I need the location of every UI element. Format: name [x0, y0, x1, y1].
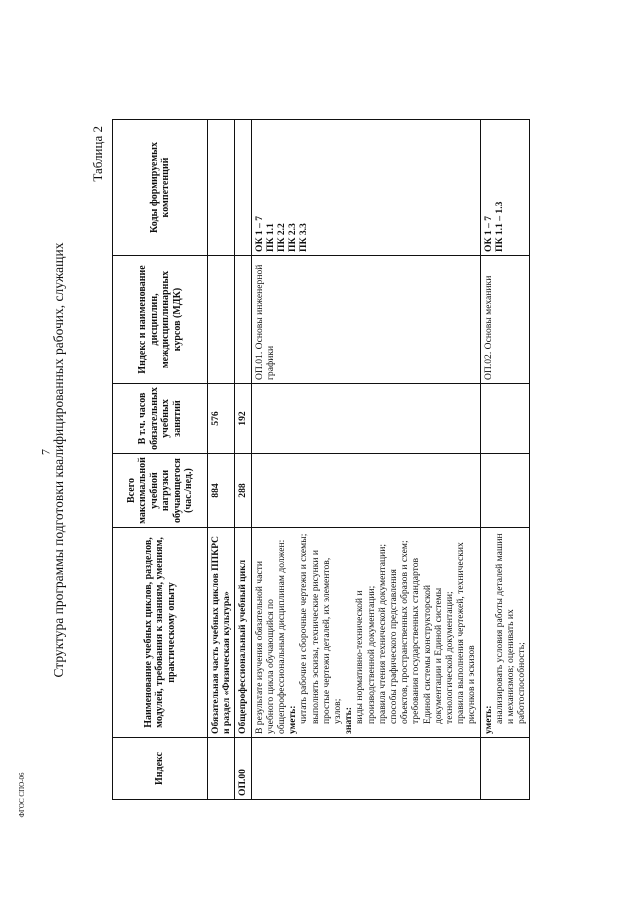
table-row — [480, 120, 530, 800]
table-row — [251, 120, 480, 800]
competency-code: ОК 1 – 7 — [253, 215, 265, 252]
op01-knowledge: правила выполнения чертежей, технических рисунков и эскизов — [455, 542, 478, 724]
competency-code: ПК 2.3 — [287, 223, 299, 252]
mandatory-part-name: Обязательная часть учебных циклов ППКРС и раздел «Физическая культура» — [208, 528, 235, 738]
competency-code: ПК 1.1 — [264, 223, 276, 252]
cell-hours — [480, 384, 530, 454]
op00-name: Общепрофессиональный учебный цикл — [235, 528, 251, 738]
op02-discipline: ОП.02. Основы механики — [480, 256, 530, 384]
op01-knowledge: требования государственных стандартов Единой системы конструкторской документации и Единой системы технологической документации; — [410, 557, 456, 724]
op01-intro: В результате изучения обязательной части учебного цикла обучающийся по общепрофессиональным дисциплинам должен: — [253, 539, 288, 734]
op01-knowledge: способы графического представления объектов, пространственных образов и схем; — [388, 540, 411, 724]
op02-skills-label: уметь: — [482, 705, 494, 734]
op02-skill: анализировать условия работы деталей машин и механизмов; оценивать их работоспособность; — [493, 533, 528, 724]
cell-discipline — [235, 256, 251, 384]
op00-hours: 192 — [235, 384, 251, 454]
header-mandatory: В т.ч. часов обязательных учебных занятий — [113, 384, 208, 454]
mandatory-part-total: 884 — [208, 454, 235, 528]
cell-competencies — [235, 120, 251, 256]
cell-hours — [251, 384, 480, 454]
competency-code: ПК 1.1 – 1.3 — [493, 201, 505, 252]
competency-code: ПК 3.3 — [298, 223, 310, 252]
op01-knowledge: виды нормативно-технической и производственной документации; — [354, 585, 377, 724]
footer-code: ФГОС СПО-06 — [18, 772, 26, 818]
cell-competencies — [208, 120, 235, 256]
op01-knowledge-label: знать: — [343, 707, 355, 734]
mandatory-part-hours: 576 — [208, 384, 235, 454]
page-title: Структура программы подготовки квалифицированных рабочих, служащих — [51, 242, 66, 678]
table-header-row — [113, 120, 208, 800]
table-label: Таблица 2 — [90, 126, 105, 182]
header-discipline: Индекс и наименование дисциплин, междисциплинарных курсов (МДК) — [113, 256, 208, 384]
cell-index — [208, 738, 235, 800]
op02-competencies — [480, 120, 530, 256]
competency-code: ОК 1 – 7 — [482, 215, 494, 252]
op01-requirements — [251, 528, 480, 738]
cell-index — [480, 738, 530, 800]
cell-index — [251, 738, 480, 800]
op01-competencies — [251, 120, 480, 256]
header-name: Наименование учебных циклов, разделов, модулей, требования к знаниям, умениям, практическому опыту — [113, 528, 208, 738]
header-total: Всего максимальной учебной нагрузки обучающегося (час./нед.) — [113, 454, 208, 528]
cell-total — [480, 454, 530, 528]
header-index: Индекс — [113, 738, 208, 800]
op00-total: 288 — [235, 454, 251, 528]
op01-skills-label: уметь: — [287, 705, 299, 734]
op02-requirements — [480, 528, 530, 738]
page-number: 7 — [38, 449, 53, 455]
cell-total — [251, 454, 480, 528]
op01-knowledge: правила чтения технической документации; — [376, 543, 388, 724]
op00-index: ОП.00 — [235, 738, 251, 800]
rotated-sheet — [50, 120, 610, 800]
competency-code: ПК 2.2 — [276, 223, 288, 252]
structure-table — [112, 119, 530, 800]
op01-skill: выполнять эскизы, технические рисунки и простые чертежи деталей, их элементов, узлов; — [309, 549, 344, 724]
header-competencies: Коды формируемых компетенций — [113, 120, 208, 256]
cell-discipline — [208, 256, 235, 384]
op01-discipline: ОП.01. Основы инженерной графики — [251, 256, 480, 384]
table-row — [208, 120, 235, 800]
table-row — [235, 120, 251, 800]
op01-skill: читать рабочие и сборочные чертежи и схемы; — [298, 533, 310, 724]
